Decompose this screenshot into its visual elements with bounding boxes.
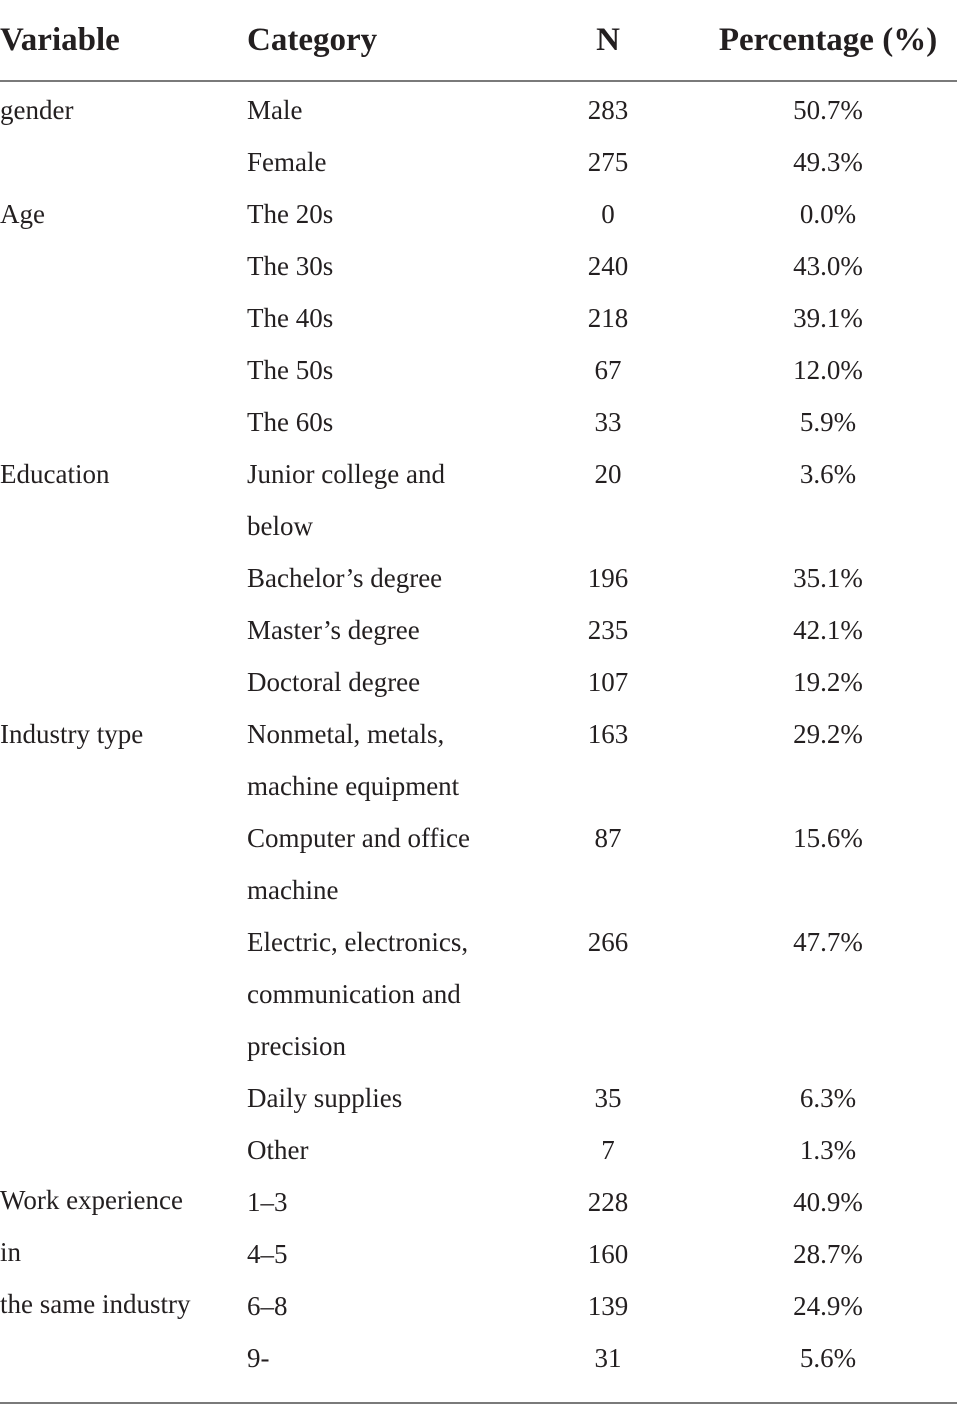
- cell-n: 139: [587, 1291, 629, 1321]
- header-variable: Variable: [0, 22, 120, 58]
- cell-n: 107: [587, 667, 629, 697]
- cell-category: Master’s degree: [247, 615, 420, 645]
- table-row: [0, 84, 957, 136]
- cell-percentage: 19.2%: [793, 667, 863, 697]
- cell-n: 240: [587, 251, 629, 281]
- cell-percentage: 35.1%: [793, 563, 863, 593]
- cell-variable: [0, 136, 247, 188]
- table-row: [0, 136, 957, 188]
- cell-category: Male: [247, 95, 303, 125]
- cell-n: 160: [587, 1239, 629, 1269]
- cell-percentage: 29.2%: [793, 719, 863, 749]
- cell-percentage: 47.7%: [793, 927, 863, 957]
- cell-variable: Age: [0, 199, 45, 229]
- cell-category: Computer and office machine: [247, 823, 470, 905]
- cell-n: 218: [587, 303, 629, 333]
- cell-variable: [0, 240, 247, 292]
- cell-n: 67: [594, 355, 622, 385]
- cell-category: Daily supplies: [247, 1083, 403, 1113]
- table-row: [0, 396, 957, 448]
- header-category: Category: [247, 22, 378, 58]
- cell-percentage: 24.9%: [793, 1291, 863, 1321]
- cell-category: The 20s: [247, 199, 334, 229]
- cell-percentage: 40.9%: [793, 1187, 863, 1217]
- table-row: [0, 656, 957, 708]
- table-row: [0, 916, 957, 1072]
- cell-category: 9-: [247, 1343, 270, 1373]
- cell-variable: gender: [0, 95, 74, 125]
- table-row: [0, 240, 957, 292]
- cell-n: 0: [601, 199, 615, 229]
- cell-percentage: 3.6%: [799, 459, 857, 489]
- cell-category: Female: [247, 147, 327, 177]
- cell-n: 35: [594, 1083, 622, 1113]
- cell-n: 31: [594, 1343, 622, 1373]
- header-percentage: Percentage (%): [718, 22, 938, 58]
- cell-variable: [0, 1332, 247, 1384]
- cell-n: 283: [587, 95, 629, 125]
- cell-category: The 40s: [247, 303, 334, 333]
- cell-n: 33: [594, 407, 622, 437]
- cell-percentage: 28.7%: [793, 1239, 863, 1269]
- table-row: [0, 1124, 957, 1176]
- work-experience-line1: Work experience: [0, 1185, 183, 1215]
- table-bottom-rule: [0, 1402, 957, 1404]
- cell-percentage: 50.7%: [793, 95, 863, 125]
- cell-percentage: 0.0%: [799, 199, 857, 229]
- variable-work-experience: [0, 1174, 190, 1330]
- cell-category: 4–5: [247, 1239, 288, 1269]
- cell-category: Electric, electronics, communication and precision: [247, 927, 469, 1061]
- cell-variable: [0, 1124, 247, 1176]
- cell-variable: [0, 1072, 247, 1124]
- cell-n: 20: [594, 459, 622, 489]
- cell-category: The 30s: [247, 251, 334, 281]
- cell-percentage: 39.1%: [793, 303, 863, 333]
- table-row: [0, 552, 957, 604]
- cell-n: 196: [587, 563, 629, 593]
- cell-n: 266: [587, 927, 629, 957]
- cell-category: 6–8: [247, 1291, 288, 1321]
- cell-percentage: 6.3%: [799, 1083, 857, 1113]
- cell-category: Other: [247, 1135, 309, 1165]
- table-row: [0, 812, 957, 916]
- cell-variable: [0, 292, 247, 344]
- cell-n: 275: [587, 147, 629, 177]
- table-row: [0, 1332, 957, 1384]
- table-row: [0, 708, 957, 812]
- cell-percentage: 12.0%: [793, 355, 863, 385]
- cell-category: Bachelor’s degree: [247, 563, 443, 593]
- cell-n: 235: [587, 615, 629, 645]
- work-experience-line3: the same industry: [0, 1289, 191, 1319]
- table-header: [0, 0, 957, 82]
- table-row: [0, 344, 957, 396]
- cell-percentage: 15.6%: [793, 823, 863, 853]
- cell-percentage: 5.9%: [799, 407, 857, 437]
- cell-category: The 60s: [247, 407, 334, 437]
- cell-variable: [0, 552, 247, 604]
- cell-variable: Education: [0, 459, 110, 489]
- cell-percentage: 1.3%: [799, 1135, 857, 1165]
- cell-n: 163: [587, 719, 629, 749]
- cell-variable: [0, 812, 247, 916]
- cell-percentage: 42.1%: [793, 615, 863, 645]
- cell-category: Junior college and below: [247, 459, 445, 541]
- cell-variable: Industry type: [0, 719, 144, 749]
- cell-n: 228: [587, 1187, 629, 1217]
- cell-variable: [0, 604, 247, 656]
- cell-percentage: 5.6%: [799, 1343, 857, 1373]
- table-row: [0, 604, 957, 656]
- cell-category: 1–3: [247, 1187, 288, 1217]
- table-row: [0, 188, 957, 240]
- cell-variable: [0, 916, 247, 1072]
- cell-variable: [0, 656, 247, 708]
- table-row: [0, 292, 957, 344]
- cell-n: 87: [594, 823, 622, 853]
- table-row: [0, 448, 957, 552]
- cell-percentage: 49.3%: [793, 147, 863, 177]
- cell-category: Doctoral degree: [247, 667, 421, 697]
- cell-variable: [0, 344, 247, 396]
- header-n: N: [596, 22, 620, 58]
- cell-n: 7: [601, 1135, 615, 1165]
- cell-variable: [0, 396, 247, 448]
- cell-percentage: 43.0%: [793, 251, 863, 281]
- work-experience-line2: in: [0, 1237, 22, 1267]
- cell-category: The 50s: [247, 355, 334, 385]
- table-row: [0, 1072, 957, 1124]
- cell-category: Nonmetal, metals, machine equipment: [247, 719, 460, 801]
